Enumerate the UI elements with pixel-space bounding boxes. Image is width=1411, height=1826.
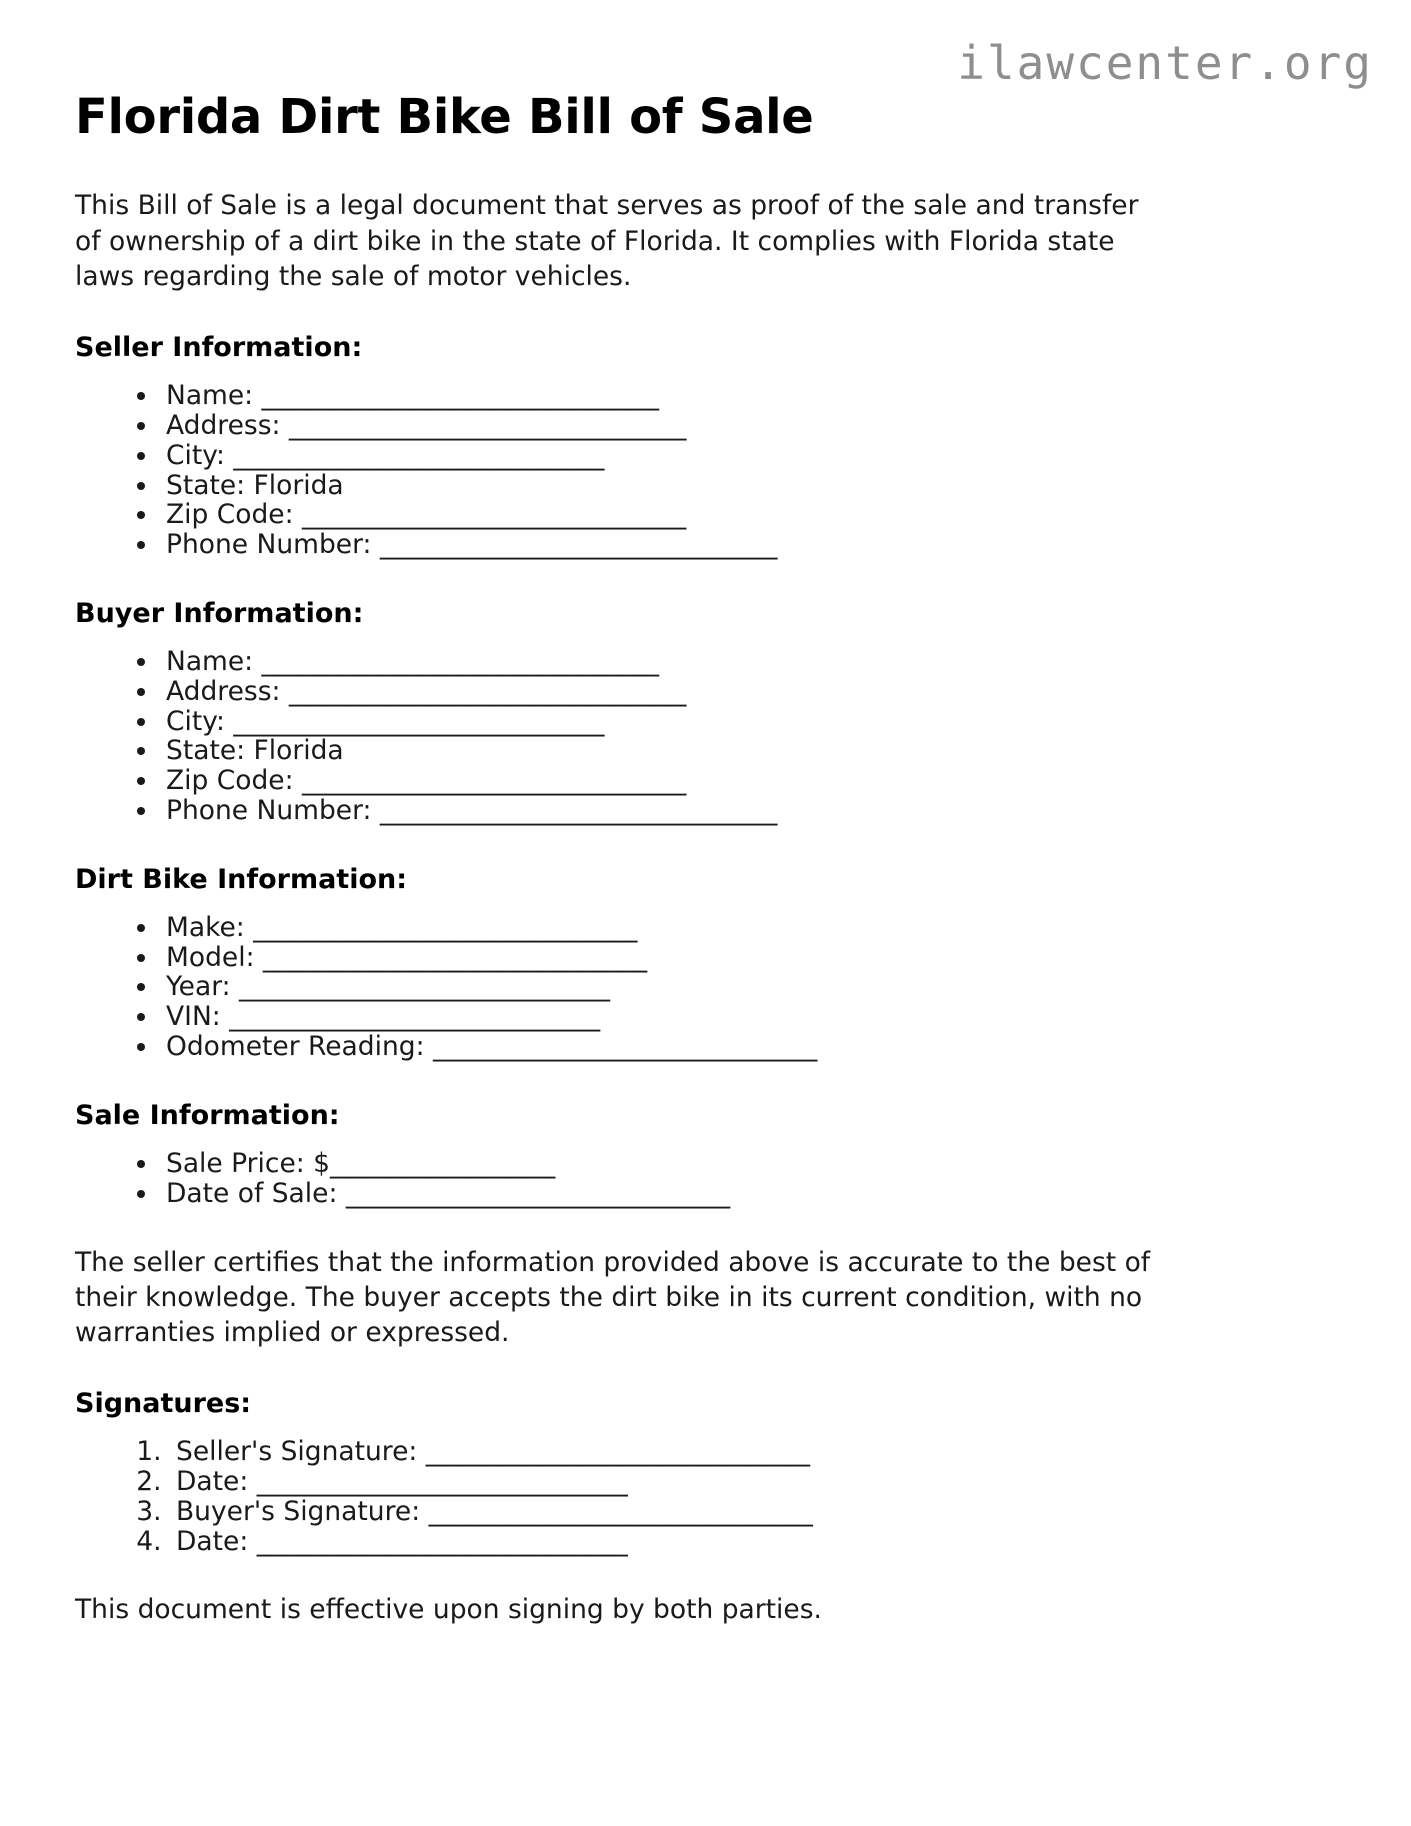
fill-in-blank[interactable]: _____________________________ xyxy=(301,499,687,531)
list-item xyxy=(160,530,1336,560)
fill-in-blank[interactable]: ____________________________ xyxy=(256,1466,628,1498)
field-label: Sale Price: $ xyxy=(166,1147,331,1179)
fill-in-blank[interactable]: _____________________________ xyxy=(428,1495,813,1527)
field-label: Date: xyxy=(176,1466,257,1498)
fill-in-blank[interactable]: ______________________________ xyxy=(288,675,687,707)
field-label: VIN: xyxy=(166,1001,230,1033)
field-label: Buyer's Signature: xyxy=(176,1495,429,1527)
page-title: Florida Dirt Bike Bill of Sale xyxy=(75,89,814,145)
list-item xyxy=(160,471,1336,501)
dirt-bike-field-list xyxy=(75,913,1336,1062)
field-label: City: xyxy=(166,439,234,471)
list-item xyxy=(160,736,1336,766)
field-label: Phone Number: xyxy=(166,795,380,827)
list-item xyxy=(160,707,1336,737)
seller-field-list xyxy=(75,381,1336,560)
sale-field-list xyxy=(75,1149,1336,1209)
buyer-field-list xyxy=(75,647,1336,826)
effective-paragraph: This document is effective upon signing by both parties. xyxy=(75,1594,822,1626)
field-label: Odometer Reading: xyxy=(166,1031,433,1063)
fill-in-blank[interactable]: ____________________________ xyxy=(229,1001,601,1033)
fill-in-blank[interactable]: _____________________________ xyxy=(301,765,687,797)
field-label: Date of Sale: xyxy=(166,1177,346,1209)
list-item xyxy=(160,381,1336,411)
field-label: Model: xyxy=(166,941,263,973)
fill-in-blank[interactable]: ______________________________ xyxy=(261,380,660,412)
field-label: State: Florida xyxy=(166,735,344,767)
list-item xyxy=(160,972,1336,1002)
list-item xyxy=(160,1149,1336,1179)
list-item xyxy=(170,1437,1336,1467)
field-label: Zip Code: xyxy=(166,765,302,797)
field-label: Seller's Signature: xyxy=(176,1436,426,1468)
fill-in-blank[interactable]: ____________________________ xyxy=(239,971,610,1003)
list-item xyxy=(160,943,1336,973)
field-label: Date: xyxy=(176,1525,257,1557)
list-item xyxy=(160,1179,1336,1209)
fill-in-blank[interactable]: ______________________________ xyxy=(379,529,778,561)
fill-in-blank[interactable]: ______________________________ xyxy=(379,795,778,827)
list-item xyxy=(170,1497,1336,1527)
fill-in-blank[interactable]: ______________________________ xyxy=(288,409,687,441)
field-label: Year: xyxy=(166,971,239,1003)
field-label: City: xyxy=(166,705,234,737)
intro-paragraph: This Bill of Sale is a legal document that serves as proof of the sale and transfer of ownership of a dirt bike in the state of Florida. It complies with Florida state laws regarding the sale of motor vehicles. xyxy=(75,190,1139,292)
field-label: Address: xyxy=(166,409,289,441)
list-item xyxy=(160,913,1336,943)
fill-in-blank[interactable]: ______________________________ xyxy=(261,645,660,677)
fill-in-blank[interactable]: _____________________________ xyxy=(345,1177,731,1209)
fill-in-blank[interactable]: ____________________________ xyxy=(233,439,605,471)
list-item xyxy=(160,411,1336,441)
list-item xyxy=(160,441,1336,471)
fill-in-blank[interactable]: _____________________________ xyxy=(262,941,648,973)
list-item xyxy=(160,500,1336,530)
field-label: Make: xyxy=(166,911,254,943)
field-label: Name: xyxy=(166,645,262,677)
section-heading-dirt-bike: Dirt Bike Information: xyxy=(75,863,408,895)
list-item xyxy=(160,677,1336,707)
field-label: State: Florida xyxy=(166,469,344,501)
section-heading-sale: Sale Information: xyxy=(75,1099,340,1131)
fill-in-blank[interactable]: _____________________________ xyxy=(425,1436,811,1468)
list-item xyxy=(160,1002,1336,1032)
fill-in-blank[interactable]: ____________________________ xyxy=(256,1525,628,1557)
list-item xyxy=(160,647,1336,677)
field-label: Phone Number: xyxy=(166,529,380,561)
fill-in-blank[interactable]: _________________ xyxy=(330,1147,556,1179)
field-label: Zip Code: xyxy=(166,499,302,531)
signature-field-list xyxy=(75,1437,1336,1556)
list-item xyxy=(160,766,1336,796)
certification-paragraph: The seller certifies that the information provided above is accurate to the best of their knowledge. The buyer accepts the dirt bike in its current condition, with no warranties implied or expressed. xyxy=(75,1246,1151,1348)
list-item xyxy=(170,1527,1336,1557)
fill-in-blank[interactable]: _____________________________ xyxy=(432,1031,818,1063)
fill-in-blank[interactable]: _____________________________ xyxy=(253,911,638,943)
list-item xyxy=(170,1467,1336,1497)
section-heading-buyer: Buyer Information: xyxy=(75,597,364,629)
list-item xyxy=(160,1032,1336,1062)
fill-in-blank[interactable]: ____________________________ xyxy=(233,705,605,737)
field-label: Address: xyxy=(166,675,289,707)
section-heading-signatures: Signatures: xyxy=(75,1388,252,1420)
list-item xyxy=(160,796,1336,826)
field-label: Name: xyxy=(166,380,262,412)
section-heading-seller: Seller Information: xyxy=(75,332,363,364)
site-watermark: ilawcenter.org xyxy=(957,36,1373,90)
